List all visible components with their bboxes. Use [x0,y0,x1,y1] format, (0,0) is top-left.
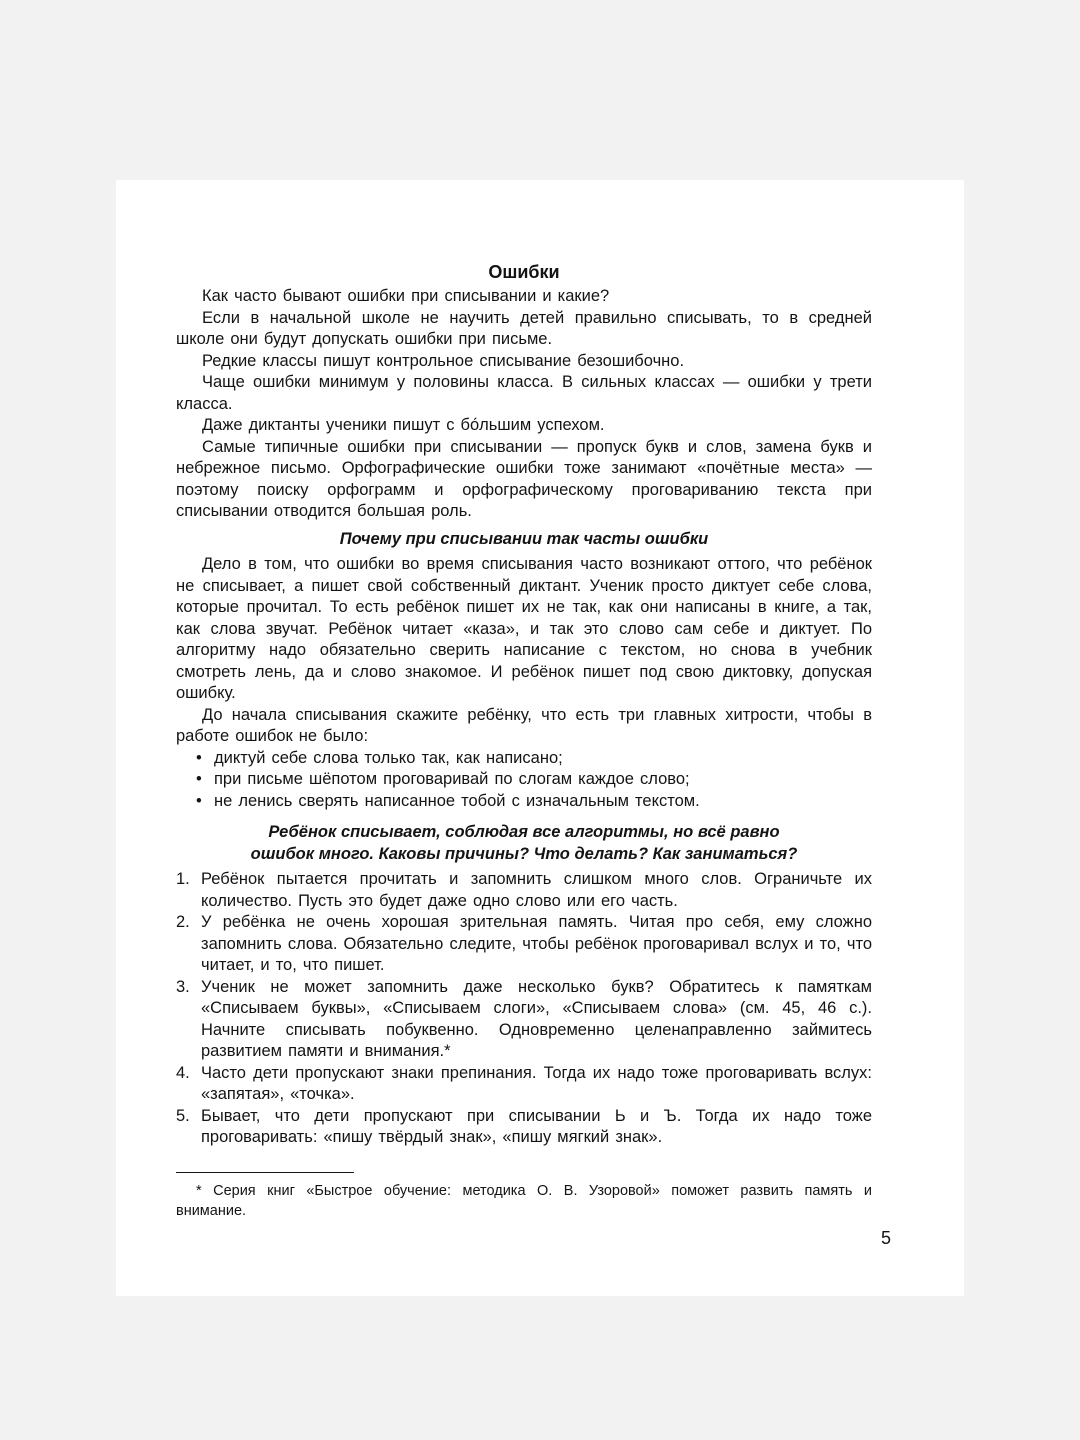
list-item-text: при письме шёпотом проговаривай по слогам каждое слово; [214,770,690,788]
list-item-number: 1. [176,870,190,888]
intro-paragraph: Самые типичные ошибки при списывании — пропуск букв и слов, замена букв и небрежное письмо. Орфографические ошибки тоже занимают «почётные места» — поэтому поиску орфограмм и орфографическому проговариванию текста при списывании отводится большая роль. [176,437,872,520]
book-page [116,180,964,1296]
page-title: Ошибки [488,262,560,282]
list-item [196,769,872,791]
intro-paragraph: Как часто бывают ошибки при списывании и какие? [202,287,610,305]
bullet-icon: • [196,770,202,788]
bullet-icon: • [196,791,202,810]
list-item-number: 2. [176,913,190,931]
footnote-divider [176,1172,354,1173]
intro-paragraph: Чаще ошибки минимум у половины класса. В сильных классах — ошибки у трети класса. [176,373,872,413]
list-item-number: 5. [176,1106,190,1125]
intro-paragraph: Редкие классы пишут контрольное списывание безошибочно. [202,351,685,370]
section-paragraph: Дело в том, что ошибки во время списывания часто возникают оттого, что ребёнок не списывает, а пишет свой собственный диктант. Ученик просто диктует себе слова, которые прочитал. То есть ребёнок пишет их не так, как они написаны в книге, а так, как слова звучат. Ребёнок читает «каза», и так это слово сам себе и диктует. По алгоритму надо обязательно сверить написание с текстом, но снова в учебник смотреть лень, да и слово знакомое. И ребёнок пишет под свою диктовку, допуская ошибку. [176,555,872,702]
list-item [196,748,872,770]
section-paragraph: До начала списывания скажите ребёнку, что есть три главных хитрости, чтобы в работе ошибок не было: [176,705,872,745]
section-heading-line: Ребёнок списывает, соблюдая все алгоритмы, но всё равно [268,823,780,841]
list-item-number: 3. [176,977,190,996]
list-item [176,1106,872,1149]
page-content [176,260,872,1221]
section-heading-causes [176,822,872,865]
list-item-text: Ученик не может запомнить даже несколько букв? Обратитесь к памяткам «Списываем буквы», «Списываем слоги», «Списываем слова» (см. 45, 46 с.). Начните списывать побуквенно. Одновременно целенаправленно займитесь развитием памяти и внимания.* [201,977,872,1060]
list-item [176,977,872,1063]
footnote: * Серия книг «Быстрое обучение: методика О. В. Узоровой» поможет развить память и внимание. [176,1182,872,1219]
causes-list [176,869,872,1149]
list-item [176,912,872,977]
list-item-text: У ребёнка не очень хорошая зрительная память. Читая про себя, ему сложно запомнить слова. Обязательно следите, чтобы ребёнок проговаривал вслух и то, что читает, и то, что пишет. [201,913,872,974]
list-item [196,791,872,813]
intro-paragraph: Если в начальной школе не научить детей правильно списывать, то в средней школе они будут допускать ошибки при письме. [176,308,872,348]
page-number: 5 [880,1228,891,1248]
list-item [176,1063,872,1106]
intro-paragraph: Даже диктанты ученики пишут с бо́льшим успехом. [202,416,605,434]
list-item [176,869,872,912]
list-item-text: Ребёнок пытается прочитать и запомнить слишком много слов. Ограничьте их количество. Пусть это будет даже одно слово или его часть. [201,870,872,910]
section-heading-line: ошибок много. Каковы причины? Что делать? Как заниматься? [250,844,798,863]
list-item-text: Бывает, что дети пропускают при списывании Ь и Ъ. Тогда их надо тоже проговаривать: «пишу твёрдый знак», «пишу мягкий знак». [201,1106,872,1146]
list-item-text: не ленись сверять написанное тобой с изначальным текстом. [214,791,700,810]
bullet-icon: • [196,748,202,767]
list-item-text: Часто дети пропускают знаки препинания. Тогда их надо тоже проговаривать вслух: «запятая», «точка». [201,1063,872,1103]
list-item-text: диктуй себе слова только так, как написано; [214,748,563,767]
tips-list [176,748,872,813]
list-item-number: 4. [176,1063,190,1082]
section-heading-why-errors: Почему при списывании так часты ошибки [339,529,709,548]
